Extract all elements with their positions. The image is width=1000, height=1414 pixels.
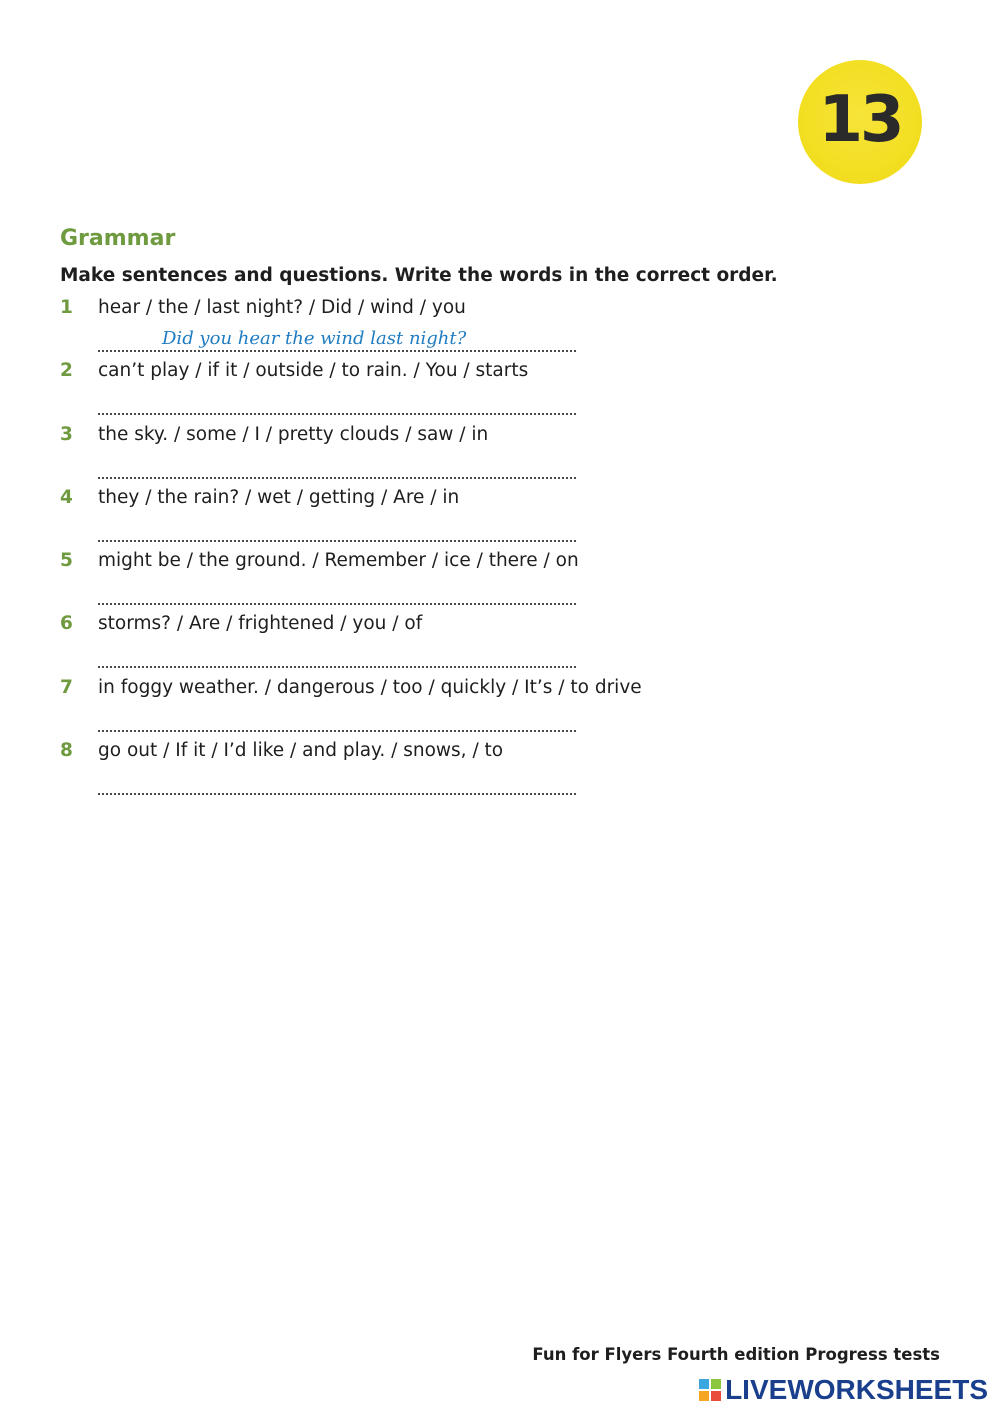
instructions: Make sentences and questions. Write the words in the correct order. xyxy=(60,265,778,286)
answer-field-4[interactable] xyxy=(98,516,576,542)
item-prompt: can’t play / if it / outside / to rain. / You / starts xyxy=(98,360,529,381)
item-number: 7 xyxy=(60,677,73,698)
answer-field-8[interactable] xyxy=(98,769,576,795)
item-prompt: they / the rain? / wet / getting / Are / in xyxy=(98,487,460,508)
answer-field-1[interactable] xyxy=(98,326,576,352)
item-number: 2 xyxy=(60,360,73,381)
section-title: Grammar xyxy=(60,226,176,251)
item-prompt: hear / the / last night? / Did / wind / you xyxy=(98,297,466,318)
exercise-item-3 xyxy=(60,424,760,487)
item-number: 3 xyxy=(60,424,73,445)
liveworksheets-watermark xyxy=(699,1374,988,1406)
answer-field-5[interactable] xyxy=(98,579,576,605)
liveworksheets-logo-icon xyxy=(699,1379,721,1401)
item-prompt: might be / the ground. / Remember / ice / there / on xyxy=(98,550,579,571)
item-number: 4 xyxy=(60,487,73,508)
item-prompt: storms? / Are / frightened / you / of xyxy=(98,613,423,634)
item-prompt: in foggy weather. / dangerous / too / quickly / It’s / to drive xyxy=(98,677,642,698)
exercise-item-4 xyxy=(60,487,760,550)
item-number: 8 xyxy=(60,740,73,761)
exercise-item-8 xyxy=(60,740,760,803)
unit-number: 13 xyxy=(818,83,902,157)
item-prompt: the sky. / some / I / pretty clouds / saw / in xyxy=(98,424,489,445)
exercise-item-6 xyxy=(60,613,760,676)
answer-field-3[interactable] xyxy=(98,453,576,479)
unit-number-badge xyxy=(798,60,922,184)
item-number: 6 xyxy=(60,613,73,634)
exercise-item-7 xyxy=(60,677,760,740)
watermark-text: LIVEWORKSHEETS xyxy=(725,1374,988,1405)
answer-field-7[interactable] xyxy=(98,706,576,732)
exercise-item-1 xyxy=(60,297,760,360)
item-prompt: go out / If it / I’d like / and play. / snows, / to xyxy=(98,740,504,761)
answer-field-2[interactable] xyxy=(98,389,576,415)
item-number: 1 xyxy=(60,297,73,318)
answer-field-6[interactable] xyxy=(98,642,576,668)
exercise-item-2 xyxy=(60,360,760,423)
answer-text: Did you hear the wind last night? xyxy=(162,328,467,349)
footer-credit: Fun for Flyers Fourth edition Progress tests xyxy=(532,1345,940,1364)
exercise-item-5 xyxy=(60,550,760,613)
item-number: 5 xyxy=(60,550,73,571)
